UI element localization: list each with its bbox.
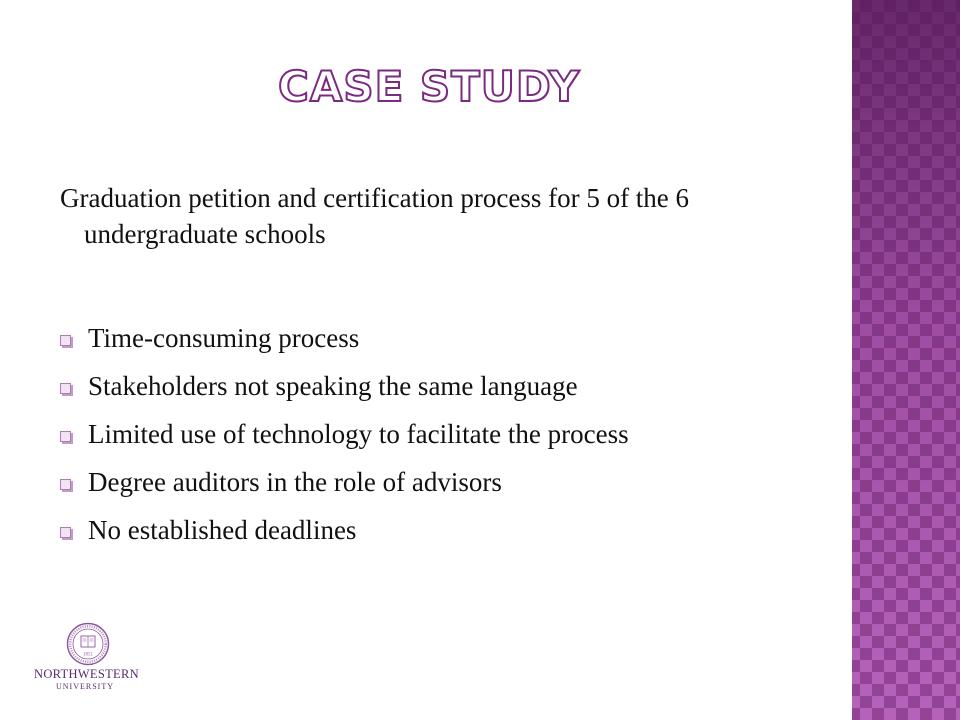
list-item xyxy=(60,458,629,506)
square-bullet-icon xyxy=(60,431,71,442)
list-item xyxy=(60,362,629,410)
logo-name: NORTHWESTERN xyxy=(34,667,139,681)
logo-subname: UNIVERSITY xyxy=(56,682,114,691)
list-item xyxy=(60,506,629,554)
university-seal-icon xyxy=(66,622,110,666)
bullet-text: Limited use of technology to facilitate the process xyxy=(88,418,629,449)
seal-year: 1851 xyxy=(83,652,93,658)
square-bullet-icon xyxy=(60,479,71,490)
square-bullet-icon xyxy=(60,335,71,346)
square-bullet-icon xyxy=(60,527,71,538)
bullet-text: Time-consuming process xyxy=(88,322,360,353)
bullet-list xyxy=(60,314,629,554)
slide-title: CASE STUDY xyxy=(278,62,581,111)
list-item xyxy=(60,314,629,362)
list-item xyxy=(60,410,629,458)
bullet-text: Degree auditors in the role of advisors xyxy=(88,466,502,497)
bullet-text: No established deadlines xyxy=(88,514,357,545)
intro-text: Graduation petition and certification process for 5 of the 6 undergraduate schools xyxy=(60,183,690,249)
side-panel-divider xyxy=(848,0,852,720)
bullet-text: Stakeholders not speaking the same language xyxy=(88,370,578,401)
decorative-side-panel xyxy=(848,0,960,720)
northwestern-logo xyxy=(34,622,150,694)
square-bullet-icon xyxy=(60,383,71,394)
